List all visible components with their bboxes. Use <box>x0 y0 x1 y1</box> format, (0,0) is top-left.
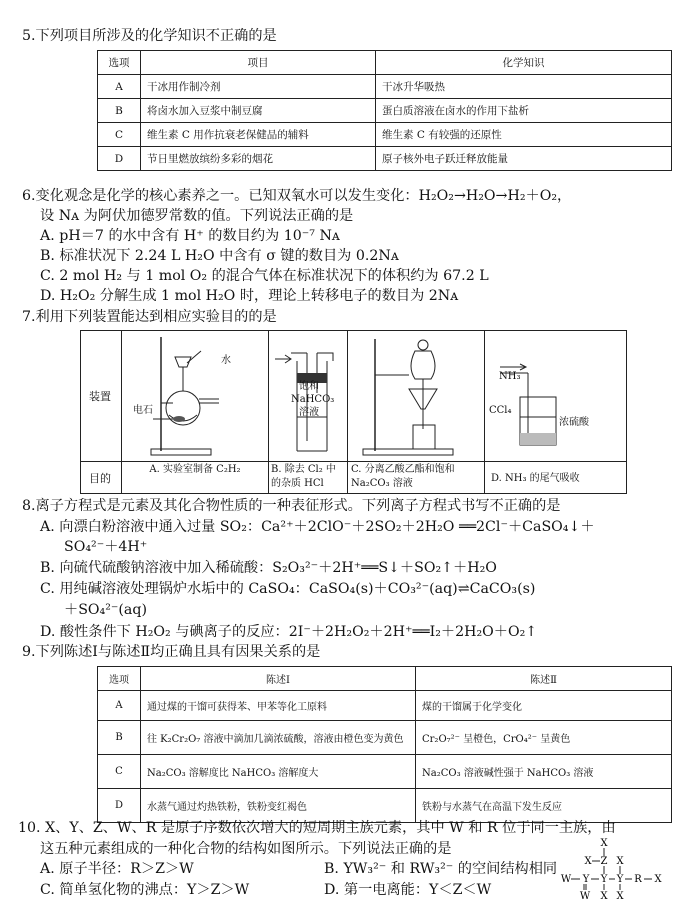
q7-goal-b: B. 除去 Cl₂ 中的杂质 HCl <box>271 464 336 489</box>
q9-table <box>97 666 672 823</box>
structure-atom: W <box>560 874 572 885</box>
structure-atom: X <box>616 891 624 902</box>
q5-cell: B <box>98 99 141 123</box>
q9-cell: C <box>98 755 141 789</box>
q5-header-item: 项目 <box>141 51 376 75</box>
q5-header-knowledge: 化学知识 <box>376 51 672 75</box>
q7-d-label-acid: 浓硫酸 <box>559 417 589 428</box>
q5-cell: 维生素 C 有较强的还原性 <box>376 123 672 147</box>
q7-stem: 7.利用下列装置能达到相应实验目的的是 <box>22 309 277 325</box>
q8-stem: 8.离子方程式是元素及其化合物性质的一种表征形式。下列离子方程式书写不正确的是 <box>22 498 561 514</box>
q6-option-c: C. 2 mol H₂ 与 1 mol O₂ 的混合气体在标准状况下的体积约为 67.2 L <box>40 268 489 284</box>
q9-header-statement-1: 陈述Ⅰ <box>141 667 416 691</box>
q10-stem-2: 这五种元素组成的一种化合物的结构如图所示。下列说法正确的是 <box>40 841 452 857</box>
q7-a-label-carbide: 电石 <box>133 405 153 416</box>
structure-atom: Y <box>582 874 590 885</box>
q5-stem: 5.下列项目所涉及的化学知识不正确的是 <box>22 28 277 44</box>
q7-b-label-saturated: 饱和 <box>299 381 319 392</box>
structure-atom: X <box>654 874 662 885</box>
q7-d-label-ccl4: CCl₄ <box>489 405 512 416</box>
q10-structure-diagram <box>556 836 686 908</box>
q8-option-c-2: ＋SO₄²⁻(aq) <box>64 602 148 618</box>
q6-stem-2: 设 Nᴀ 为阿伏加德罗常数的值。下列说法正确的是 <box>40 208 354 224</box>
q9-cell: 通过煤的干馏可获得苯、甲苯等化工原料 <box>141 691 416 721</box>
q5-cell: 原子核外电子跃迁释放能量 <box>376 147 672 171</box>
q7-apparatus-c-drawing <box>349 333 483 459</box>
q6-option-d: D. H₂O₂ 分解生成 1 mol H₂O 时，理论上转移电子的数目为 2Nᴀ <box>40 288 459 304</box>
q7-d-label-nh3: NH₃ <box>499 371 521 382</box>
structure-atom: X <box>600 838 608 849</box>
q5-cell: D <box>98 147 141 171</box>
structure-atom: X <box>600 891 608 902</box>
q5-cell: 维生素 C 用作抗衰老保健品的辅料 <box>141 123 376 147</box>
q8-option-c-1: C. 用纯碱溶液处理锅炉水垢中的 CaSO₄：CaSO₄(s)＋CO₃²⁻(aq)⇌CaCO₃(s) <box>40 581 536 597</box>
q7-goal-d: D. NH₃ 的尾气吸收 <box>491 473 580 484</box>
q5-header-option: 选项 <box>98 51 141 75</box>
q5-cell: 干冰用作制冷剂 <box>141 75 376 99</box>
q10-stem-1: 10. X、Y、Z、W、R 是原子序数依次增大的短周期主族元素，其中 W 和 R 位于同一主族，由 <box>18 820 616 836</box>
q5-table <box>97 50 672 171</box>
q6-option-b: B. 标准状况下 2.24 L H₂O 中含有 σ 键的数目为 0.2Nᴀ <box>40 248 399 264</box>
q8-option-d: D. 酸性条件下 H₂O₂ 与碘离子的反应：2I⁻＋2H₂O₂＋2H⁺══I₂＋2H₂O＋O₂↑ <box>40 624 538 640</box>
q7-label-goal: 目的 <box>89 472 111 485</box>
q7-a-label-water: 水 <box>221 355 231 366</box>
structure-atom: Y <box>600 874 608 885</box>
q9-cell: 煤的干馏属于化学变化 <box>416 691 672 721</box>
structure-atom: Z <box>600 856 608 867</box>
q7-goal-c: C. 分离乙酸乙酯和饱和 Na₂CO₃ 溶液 <box>351 464 455 489</box>
q5-cell: C <box>98 123 141 147</box>
q10-option-d: D. 第一电离能：Y＜Z＜W <box>324 882 492 898</box>
q9-cell: 水蒸气通过灼热铁粉，铁粉变红褐色 <box>141 789 416 823</box>
q10-option-a: A. 原子半径：R＞Z＞W <box>40 861 194 877</box>
q9-stem: 9.下列陈述Ⅰ与陈述Ⅱ均正确且具有因果关系的是 <box>22 644 321 660</box>
q7-apparatus-a-drawing <box>123 333 267 459</box>
q8-option-a-1: A. 向漂白粉溶液中通入过量 SO₂：Ca²⁺＋2ClO⁻＋2SO₂＋2H₂O ══2Cl⁻＋CaSO₄↓＋ <box>40 519 595 535</box>
q5-cell: 节日里燃放缤纷多彩的烟花 <box>141 147 376 171</box>
q9-cell: D <box>98 789 141 823</box>
q6-option-a: A. pH＝7 的水中含有 H⁺ 的数目约为 10⁻⁷ Nᴀ <box>40 228 340 244</box>
q9-cell: Na₂CO₃ 溶解度比 NaHCO₃ 溶解度大 <box>141 755 416 789</box>
q9-header-option: 选项 <box>98 667 141 691</box>
structure-atom: R <box>634 874 642 885</box>
q9-cell: 往 K₂Cr₂O₇ 溶液中滴加几滴浓硫酸，溶液由橙色变为黄色 <box>141 721 416 755</box>
q9-cell: B <box>98 721 141 755</box>
structure-atom: Y <box>616 874 624 885</box>
q9-cell: Na₂CO₃ 溶液碱性强于 NaHCO₃ 溶液 <box>416 755 672 789</box>
q7-b-label-solution: 溶液 <box>299 407 319 418</box>
structure-atom: X <box>616 856 624 867</box>
q5-cell: 蛋白质溶液在卤水的作用下盐析 <box>376 99 672 123</box>
q8-option-a-2: SO₄²⁻＋4H⁺ <box>64 539 148 555</box>
q7-apparatus-d-drawing <box>486 333 624 459</box>
q10-option-c: C. 简单氢化物的沸点：Y＞Z＞W <box>40 882 250 898</box>
q10-option-b: B. YW₃²⁻ 和 RW₃²⁻ 的空间结构相同 <box>324 861 558 877</box>
q8-option-b: B. 向硫代硫酸钠溶液中加入稀硫酸：S₂O₃²⁻＋2H⁺══S↓＋SO₂↑＋H₂O <box>40 560 497 576</box>
q9-cell: 铁粉与水蒸气在高温下发生反应 <box>416 789 672 823</box>
structure-atom: W <box>579 891 591 902</box>
q6-stem-1: 6.变化观念是化学的核心素养之一。已知双氧水可以发生变化：H₂O₂→H₂O→H₂＋O₂， <box>22 188 572 204</box>
q7-b-label-nahco3: NaHCO₃ <box>291 394 335 405</box>
q9-cell: Cr₂O₇²⁻ 呈橙色，CrO₄²⁻ 呈黄色 <box>416 721 672 755</box>
q7-goal-a: A. 实验室制备 C₂H₂ <box>149 464 241 475</box>
q5-cell: 将卤水加入豆浆中制豆腐 <box>141 99 376 123</box>
q9-header-statement-2: 陈述Ⅱ <box>416 667 672 691</box>
q7-apparatus-table <box>80 330 627 494</box>
q7-label-device: 装置 <box>89 390 111 403</box>
q5-cell: A <box>98 75 141 99</box>
q9-cell: A <box>98 691 141 721</box>
structure-atom: X <box>584 856 592 867</box>
q5-cell: 干冰升华吸热 <box>376 75 672 99</box>
